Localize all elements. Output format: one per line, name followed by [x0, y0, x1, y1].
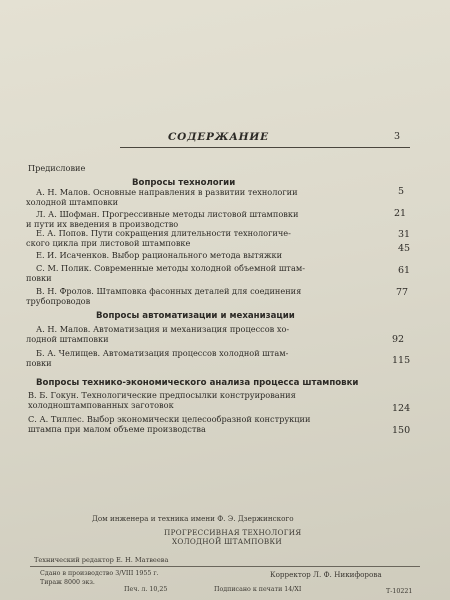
toc-entry-line2: трубопроводов: [26, 296, 91, 306]
printed-sheets: Печ. л. 10,25: [124, 586, 168, 593]
section-title-economics: Вопросы технико-экономического анализа процесса штамповки: [36, 378, 359, 388]
toc-entry-line1: А. Н. Малов. Основные направления в развитии технологии: [36, 187, 298, 197]
toc-entry-line2: ского цикла при листовой штамповке: [26, 238, 191, 248]
toc-entry-line2: повки: [26, 358, 52, 368]
toc-entry-line1: С. А. Тиллес. Выбор экономически целесообразной конструкции: [28, 414, 311, 424]
technical-editor: Технический редактор Е. Н. Матвеева: [34, 556, 169, 564]
toc-entry-line2: и пути их введения в производство: [26, 219, 179, 229]
toc-entry-page: 45: [398, 243, 411, 254]
toc-entry-page: 124: [392, 403, 411, 414]
toc-entry-line2: холодной штамповки: [26, 197, 119, 207]
preface-label: Предисловие: [28, 163, 86, 173]
print-code: Т-10221: [386, 588, 413, 595]
toc-entry-line1: А. Н. Малов. Автоматизация и механизация процессов хо-: [36, 324, 290, 334]
toc-entry-page: 150: [392, 425, 411, 436]
sent-to-production: Сдано в производство 3/VIII 1955 г.: [40, 570, 159, 577]
toc-entry-line1: В. Н. Фролов. Штамповка фасонных деталей для соединения: [36, 286, 302, 296]
book-title-line2: ХОЛОДНОЙ ШТАМПОВКИ: [172, 537, 282, 546]
publisher-house: Дом инженера и техника имени Ф. Э. Дзержинского: [92, 514, 294, 523]
toc-entry-line2: холодноштампованных заготовок: [28, 400, 174, 410]
toc-entry-page: 92: [392, 334, 405, 345]
contents-heading: СОДЕРЖАНИЕ: [168, 131, 269, 143]
toc-entry-line2: повки: [26, 273, 52, 283]
section-title-automation: Вопросы автоматизации и механизации: [96, 311, 295, 321]
corrector: Корректор Л. Ф. Никифорова: [270, 570, 382, 579]
toc-entry-page: 61: [398, 265, 411, 276]
section-title-technology: Вопросы технологии: [132, 178, 236, 188]
book-title-line1: ПРОГРЕССИВНАЯ ТЕХНОЛОГИЯ: [164, 528, 302, 537]
toc-entry-line1: Е. И. Исаченков. Выбор рационального метода вытяжки: [36, 250, 283, 260]
toc-entry-line2: лодной штамповки: [26, 334, 109, 344]
toc-entry-line1: Б. А. Челищев. Автоматизация процессов холодной штам-: [36, 348, 289, 358]
toc-entry-line1: В. Б. Гокун. Технологические предпосылки конструирования: [28, 390, 296, 400]
imprint-rule: [30, 566, 420, 567]
toc-entry-line1: С. М. Полик. Современные методы холодной объемной штам-: [36, 263, 305, 273]
contents-heading-page: 3: [394, 131, 401, 142]
toc-entry-line1: Л. А. Шофман. Прогрессивные методы листовой штамповки: [36, 209, 299, 219]
toc-entry-line2: штампа при малом объеме производства: [28, 424, 206, 434]
toc-entry-page: 77: [396, 287, 409, 298]
toc-entry-page: 21: [394, 208, 407, 219]
heading-rule: [120, 147, 410, 148]
tirage: Тираж 8000 экз.: [40, 579, 95, 586]
toc-entry-page: 5: [398, 186, 405, 197]
toc-entry-page: 115: [392, 355, 411, 366]
toc-entry-page: 31: [398, 229, 411, 240]
toc-entry-line1: Е. А. Попов. Пути сокращения длительности технологиче-: [36, 228, 291, 238]
signed-for-print: Подписано к печати 14/XI: [214, 586, 302, 593]
